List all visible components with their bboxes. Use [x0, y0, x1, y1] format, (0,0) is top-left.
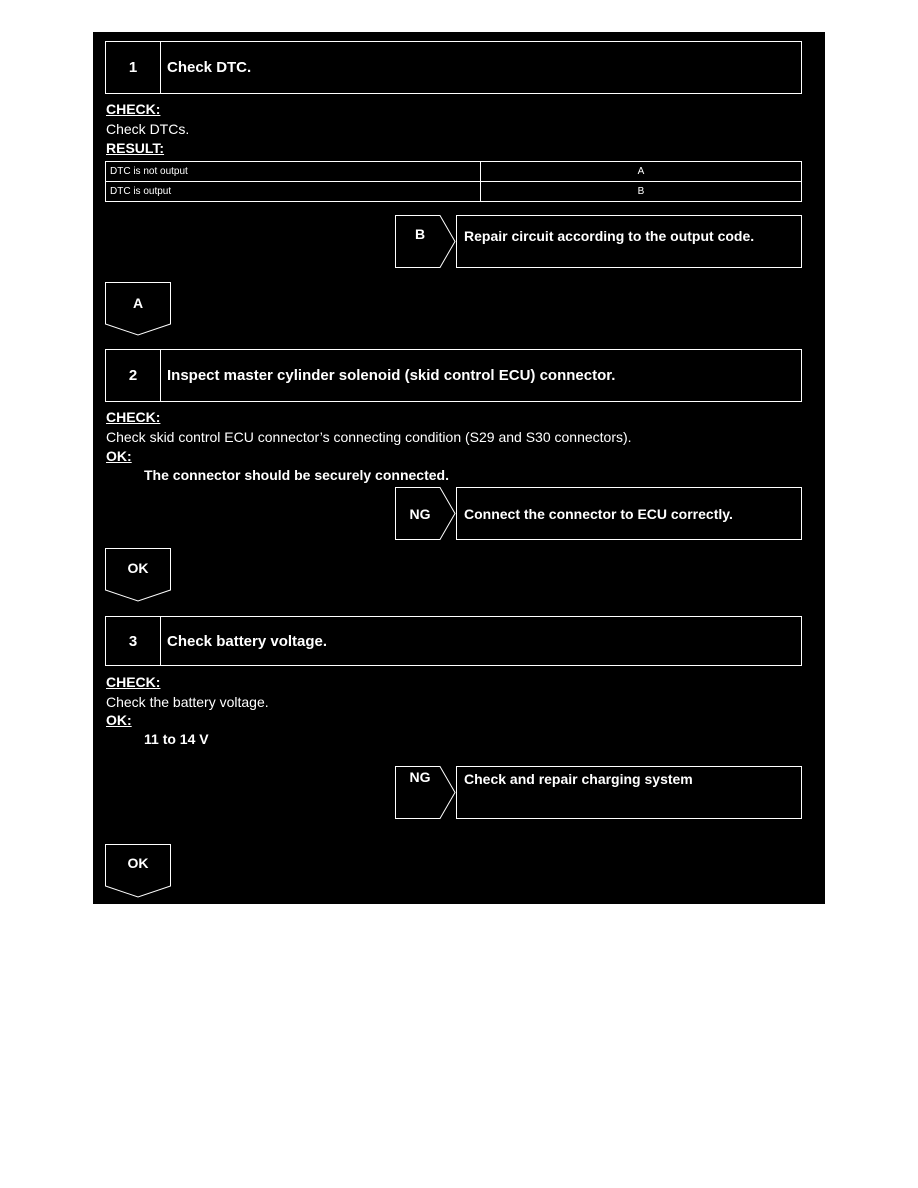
branch-action-box: Check and repair charging system — [456, 766, 802, 819]
step-number: 3 — [106, 617, 161, 665]
step-number: 1 — [106, 42, 161, 93]
check-label: CHECK: — [106, 674, 161, 690]
result-table — [105, 161, 802, 202]
check-text: Check DTCs. — [106, 121, 190, 137]
table-row — [106, 182, 802, 202]
check-text: Check skid control ECU connector’s connecting condition (S29 and S30 connectors). — [106, 429, 632, 445]
check-label: CHECK: — [106, 409, 161, 425]
branch-action-box: Repair circuit according to the output code. — [456, 215, 802, 268]
step-2-header — [105, 349, 802, 402]
next-arrow-shape — [105, 548, 171, 604]
ok-text: 11 to 14 V — [144, 731, 209, 747]
next-label: A — [132, 295, 144, 311]
ok-label: OK: — [106, 448, 132, 464]
step-3-header — [105, 616, 802, 666]
step-number: 2 — [106, 350, 161, 401]
result-value: A — [481, 162, 802, 182]
table-row — [106, 162, 802, 182]
step-title: Check battery voltage. — [167, 632, 328, 650]
branch-action-box: Connect the connector to ECU correctly. — [456, 487, 802, 540]
check-text: Check the battery voltage. — [106, 694, 269, 710]
branch-label: B — [414, 226, 426, 242]
step-title: Check DTC. — [167, 59, 252, 76]
ok-text: The connector should be securely connected. — [144, 467, 449, 483]
next-arrow-shape — [105, 844, 171, 900]
result-value: B — [481, 182, 802, 202]
ok-label: OK: — [106, 712, 132, 728]
step-title: Inspect master cylinder solenoid (skid control ECU) connector. — [167, 367, 616, 384]
procedure-panel — [93, 32, 825, 904]
next-label: OK — [127, 560, 149, 576]
branch-label: NG — [409, 769, 431, 785]
check-label: CHECK: — [106, 101, 161, 117]
result-condition: DTC is output — [106, 182, 481, 202]
result-condition: DTC is not output — [106, 162, 481, 182]
branch-label: NG — [409, 506, 431, 522]
result-label: RESULT: — [106, 140, 165, 156]
next-label: OK — [127, 855, 149, 871]
step-1-header — [105, 41, 802, 94]
